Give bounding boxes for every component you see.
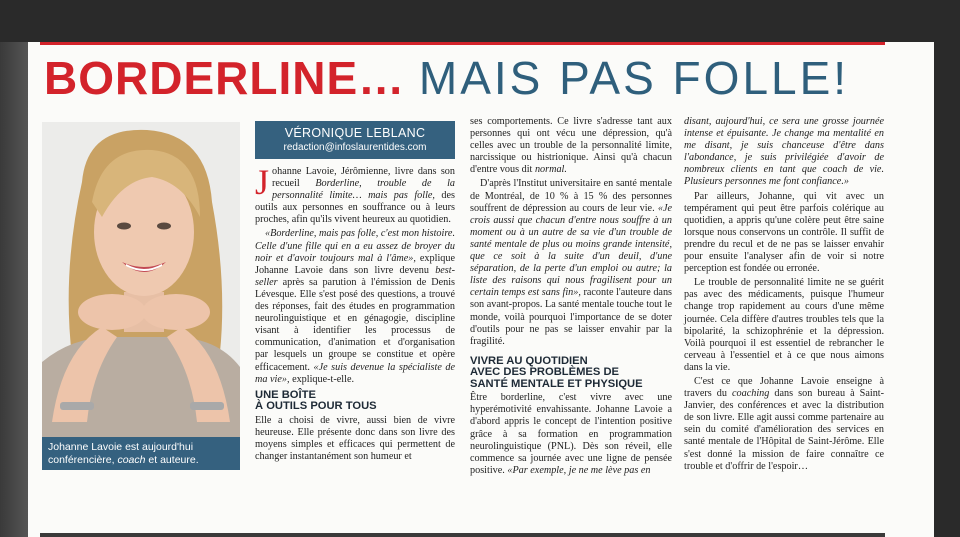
subheading: VIVRE AU QUOTIDIEN AVEC DES PROBLÈMES DE SANTÉ MENTALE ET PHYSIQUE bbox=[470, 354, 643, 390]
text: dans son bureau à Saint-Janvier, des conférences et avec la distribution de son livre. Elle agit aussi comme partenaire au sein du comité d'amélioration des services en santé mentale de l'Hôpital de Saint-Jérôme. Elle s'est donné la mission de faire connaître ce trouble et d'offrir de l'espoir… bbox=[684, 388, 885, 472]
byline-box bbox=[255, 121, 455, 159]
text: Être borderline, c'est vivre avec une hyperémotivité envahissante. Johanne Lavoie a d'abord appris le concept de l'intention positive grâce à sa formation en programmation neurolinguistique (PNL). Dès son réveil, elle commence sa journée avec une ligne de pensée positive. bbox=[470, 392, 672, 476]
column-3 bbox=[684, 116, 884, 475]
headline bbox=[44, 52, 904, 104]
text: des outils aux personnes en souffrance ou à leurs proches, afin qu'ils vivent heureux au quotidien. bbox=[255, 190, 455, 226]
text: explique-t-elle. bbox=[289, 373, 355, 385]
paragraph bbox=[470, 392, 672, 477]
author-email[interactable]: redaction@infoslaurentides.com bbox=[283, 142, 427, 153]
text-italic: best-seller bbox=[255, 264, 455, 288]
paragraph: Par ailleurs, Johanne, qui vit avec un tempérament qui peut être parfois colérique au quotidien, a appris qu'une colère peut être saine lorsque nous conservons un contrôle. Il suffit de prendre du recul et de ne pas se laisser envahir pour ensuite l'analyser afin de voir si notre perception est fondée ou erronée. bbox=[684, 190, 884, 275]
text: D'après l'Institut universitaire en santé mentale de Montréal, de 10 % à 15 % des personnes souffrent de dépression au cours de leur vie. bbox=[470, 178, 672, 214]
quote: «Je suis devenue la spécialiste de ma vie», bbox=[255, 361, 455, 385]
text-italic: coaching bbox=[732, 388, 770, 400]
caption-text-c: et auteure. bbox=[145, 454, 199, 466]
quote: «Borderline, mais pas folle, c'est mon histoire. Celle d'une fille qui en a eu assez de broyer du noir et d'avoir toujours mal à l'âme», bbox=[255, 228, 455, 264]
text: ses comportements. Ce livre s'adresse tant aux personnes qui ont vécu une dépression, qu'à celles avec un trouble de la personnalité limite, narcissique ou histrionique. Ainsi qu'à chacun d'entre vous dit bbox=[470, 116, 672, 176]
paragraph bbox=[470, 116, 672, 176]
text: explique Johanne Lavoie dans son livre devenu bbox=[255, 252, 455, 276]
quote: disant, aujourd'hui, ce sera une grosse journée intense et épuisante. Je change ma mentalité en me disant, je suis chanceuse d'être dans l'abondance, je suis privilégiée d'avoir de nombreux clients en tant que coach de vie. Plusieurs personnes me font confiance.» bbox=[684, 116, 884, 188]
subheading: UNE BOÎTE À OUTILS POUR TOUS bbox=[255, 388, 377, 413]
paragraph bbox=[684, 116, 884, 189]
headline-red: BORDERLINE… bbox=[44, 52, 406, 104]
text: après sa parution à l'émission de Denis Lévesque. Elle s'est posé des questions, a trouvé des réponses, fait des études en programmation neurolinguistique et en génagogie, discipline visant à identifier les processus de communication, d'animation et d'organisation par lesquels un groupe se constitue et opère efficacement. bbox=[255, 276, 455, 373]
drop-cap: J bbox=[255, 162, 270, 202]
paragraph bbox=[255, 228, 455, 385]
photo-caption bbox=[42, 437, 240, 470]
column-2 bbox=[470, 116, 672, 479]
paragraph: Le trouble de personnalité limite ne se guérit pas avec des médicaments, puisque l'humeur change trop rapidement au cours d'une même journée. Cela diffère d'autres troubles tels que la bipolarité, la schizophrénie et la dépression. Voilà pourquoi il est essentiel de rebrancher le cerveau à l'essentiel et à ce que nous aimons dans la vie. bbox=[684, 277, 884, 373]
caption-text-coach: coach bbox=[117, 454, 146, 466]
top-red-rule bbox=[40, 42, 885, 45]
caption-text-a: Johanne Lavoie est aujourd'hui conférencière, bbox=[48, 441, 194, 466]
author-photo bbox=[42, 122, 240, 466]
page-edge-shadow bbox=[0, 42, 28, 537]
bottom-rule bbox=[40, 533, 885, 537]
text: C'est ce que Johanne Lavoie enseigne à travers du bbox=[684, 375, 884, 400]
text-italic: Borderline, trouble de la personnalité limite… mais pas folle, bbox=[272, 178, 455, 202]
quote: «Je crois aussi que chacun d'entre nous souffre à un moment ou à un autre de sa vie d'un trouble de santé mentale de plus ou moins grande intensité, que ce soit à la suite d'un deuil, d'une séparation, de la perte d'un emploi ou autre; la liste des raisons qui nous fragilisent pour un certain temps est sans fin», bbox=[470, 202, 672, 299]
text-italic: normal. bbox=[534, 164, 567, 176]
text: ohanne Lavoie, Jérômienne, livre dans son recueil bbox=[272, 166, 455, 190]
text: raconte l'auteure dans son avant-propos. La santé mentale touche tout le monde, voilà pourquoi l'importance de se doter d'outils pour ne pas se laisser envahir par la fragilité. bbox=[470, 287, 673, 347]
paragraph bbox=[470, 178, 672, 347]
paragraph bbox=[684, 376, 884, 473]
author-name: VÉRONIQUE LEBLANC bbox=[284, 126, 426, 140]
column-1 bbox=[255, 162, 455, 465]
paragraph: Elle a choisi de vivre, aussi bien de vivre heureuse. Elle présente donc dans son livre des moyens simples et efficaces qui permettent de changer instantanément son humeur et bbox=[255, 414, 455, 462]
quote: «Par exemple, je ne me lève pas en bbox=[507, 464, 651, 476]
portrait-illustration bbox=[42, 122, 240, 466]
headline-blue: MAIS PAS FOLLE! bbox=[418, 52, 850, 104]
paragraph bbox=[255, 162, 455, 226]
